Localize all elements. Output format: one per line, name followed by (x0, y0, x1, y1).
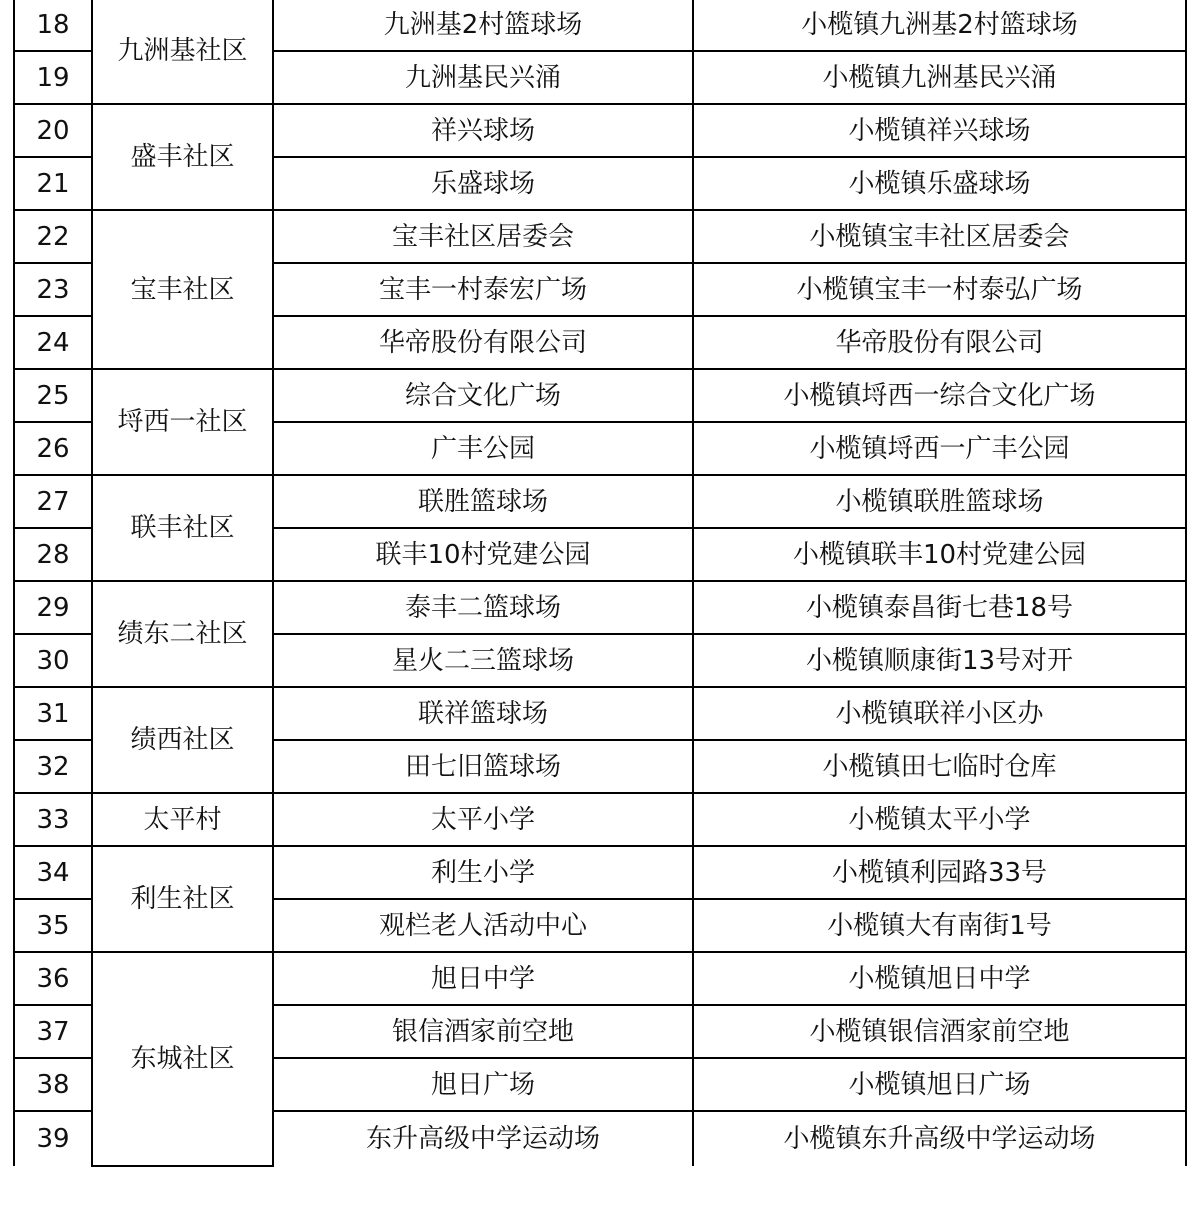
row-number: 22 (14, 210, 92, 263)
site-name: 联胜篮球场 (273, 475, 693, 528)
site-address: 小榄镇联胜篮球场 (693, 475, 1186, 528)
site-name: 星火二三篮球场 (273, 634, 693, 687)
table-row (14, 475, 1186, 528)
row-number: 30 (14, 634, 92, 687)
site-table-body (14, 0, 1186, 1166)
site-address: 小榄镇东升高级中学运动场 (693, 1111, 1186, 1166)
community-name: 太平村 (92, 793, 273, 846)
site-address: 小榄镇田七临时仓库 (693, 740, 1186, 793)
table-row (14, 104, 1186, 157)
site-name: 联丰10村党建公园 (273, 528, 693, 581)
row-number: 18 (14, 0, 92, 51)
site-address: 小榄镇旭日中学 (693, 952, 1186, 1005)
row-number: 26 (14, 422, 92, 475)
row-number: 27 (14, 475, 92, 528)
site-address: 小榄镇顺康街13号对开 (693, 634, 1186, 687)
site-name: 东升高级中学运动场 (273, 1111, 693, 1166)
site-address: 小榄镇太平小学 (693, 793, 1186, 846)
site-address: 小榄镇宝丰社区居委会 (693, 210, 1186, 263)
site-address: 小榄镇乐盛球场 (693, 157, 1186, 210)
row-number: 25 (14, 369, 92, 422)
row-number: 28 (14, 528, 92, 581)
table-row (14, 687, 1186, 740)
site-name: 太平小学 (273, 793, 693, 846)
table-row (14, 210, 1186, 263)
site-name: 华帝股份有限公司 (273, 316, 693, 369)
community-name: 盛丰社区 (92, 104, 273, 210)
site-address: 小榄镇祥兴球场 (693, 104, 1186, 157)
site-address: 小榄镇宝丰一村泰弘广场 (693, 263, 1186, 316)
site-name: 田七旧篮球场 (273, 740, 693, 793)
row-number: 39 (14, 1111, 92, 1166)
site-address: 小榄镇埒西一综合文化广场 (693, 369, 1186, 422)
community-name: 利生社区 (92, 846, 273, 952)
site-name: 综合文化广场 (273, 369, 693, 422)
community-name: 绩西社区 (92, 687, 273, 793)
site-name: 银信酒家前空地 (273, 1005, 693, 1058)
site-name: 祥兴球场 (273, 104, 693, 157)
site-address: 小榄镇九洲基民兴涌 (693, 51, 1186, 104)
table-row (14, 581, 1186, 634)
row-number: 34 (14, 846, 92, 899)
table-row (14, 369, 1186, 422)
community-name: 绩东二社区 (92, 581, 273, 687)
row-number: 19 (14, 51, 92, 104)
site-address: 小榄镇九洲基2村篮球场 (693, 0, 1186, 51)
row-number: 20 (14, 104, 92, 157)
row-number: 31 (14, 687, 92, 740)
site-address: 小榄镇大有南街1号 (693, 899, 1186, 952)
site-address: 小榄镇利园路33号 (693, 846, 1186, 899)
site-table (13, 0, 1187, 1167)
site-address: 小榄镇埒西一广丰公园 (693, 422, 1186, 475)
site-name: 泰丰二篮球场 (273, 581, 693, 634)
table-row (14, 793, 1186, 846)
community-name: 宝丰社区 (92, 210, 273, 369)
site-address: 小榄镇联丰10村党建公园 (693, 528, 1186, 581)
row-number: 21 (14, 157, 92, 210)
site-name: 乐盛球场 (273, 157, 693, 210)
row-number: 38 (14, 1058, 92, 1111)
row-number: 36 (14, 952, 92, 1005)
site-name: 联祥篮球场 (273, 687, 693, 740)
community-name: 东城社区 (92, 952, 273, 1166)
community-name: 埒西一社区 (92, 369, 273, 475)
site-name: 九洲基民兴涌 (273, 51, 693, 104)
site-address: 小榄镇泰昌街七巷18号 (693, 581, 1186, 634)
site-name: 宝丰社区居委会 (273, 210, 693, 263)
site-name: 广丰公园 (273, 422, 693, 475)
site-name: 观栏老人活动中心 (273, 899, 693, 952)
site-address: 小榄镇旭日广场 (693, 1058, 1186, 1111)
site-address: 小榄镇联祥小区办 (693, 687, 1186, 740)
table-row (14, 952, 1186, 1005)
community-name: 九洲基社区 (92, 0, 273, 104)
site-address: 小榄镇银信酒家前空地 (693, 1005, 1186, 1058)
row-number: 29 (14, 581, 92, 634)
site-name: 旭日广场 (273, 1058, 693, 1111)
site-name: 宝丰一村泰宏广场 (273, 263, 693, 316)
row-number: 24 (14, 316, 92, 369)
row-number: 32 (14, 740, 92, 793)
row-number: 23 (14, 263, 92, 316)
row-number: 33 (14, 793, 92, 846)
row-number: 35 (14, 899, 92, 952)
table-row (14, 0, 1186, 51)
community-name: 联丰社区 (92, 475, 273, 581)
site-address: 华帝股份有限公司 (693, 316, 1186, 369)
site-name: 旭日中学 (273, 952, 693, 1005)
table-row (14, 846, 1186, 899)
site-name: 利生小学 (273, 846, 693, 899)
site-name: 九洲基2村篮球场 (273, 0, 693, 51)
row-number: 37 (14, 1005, 92, 1058)
